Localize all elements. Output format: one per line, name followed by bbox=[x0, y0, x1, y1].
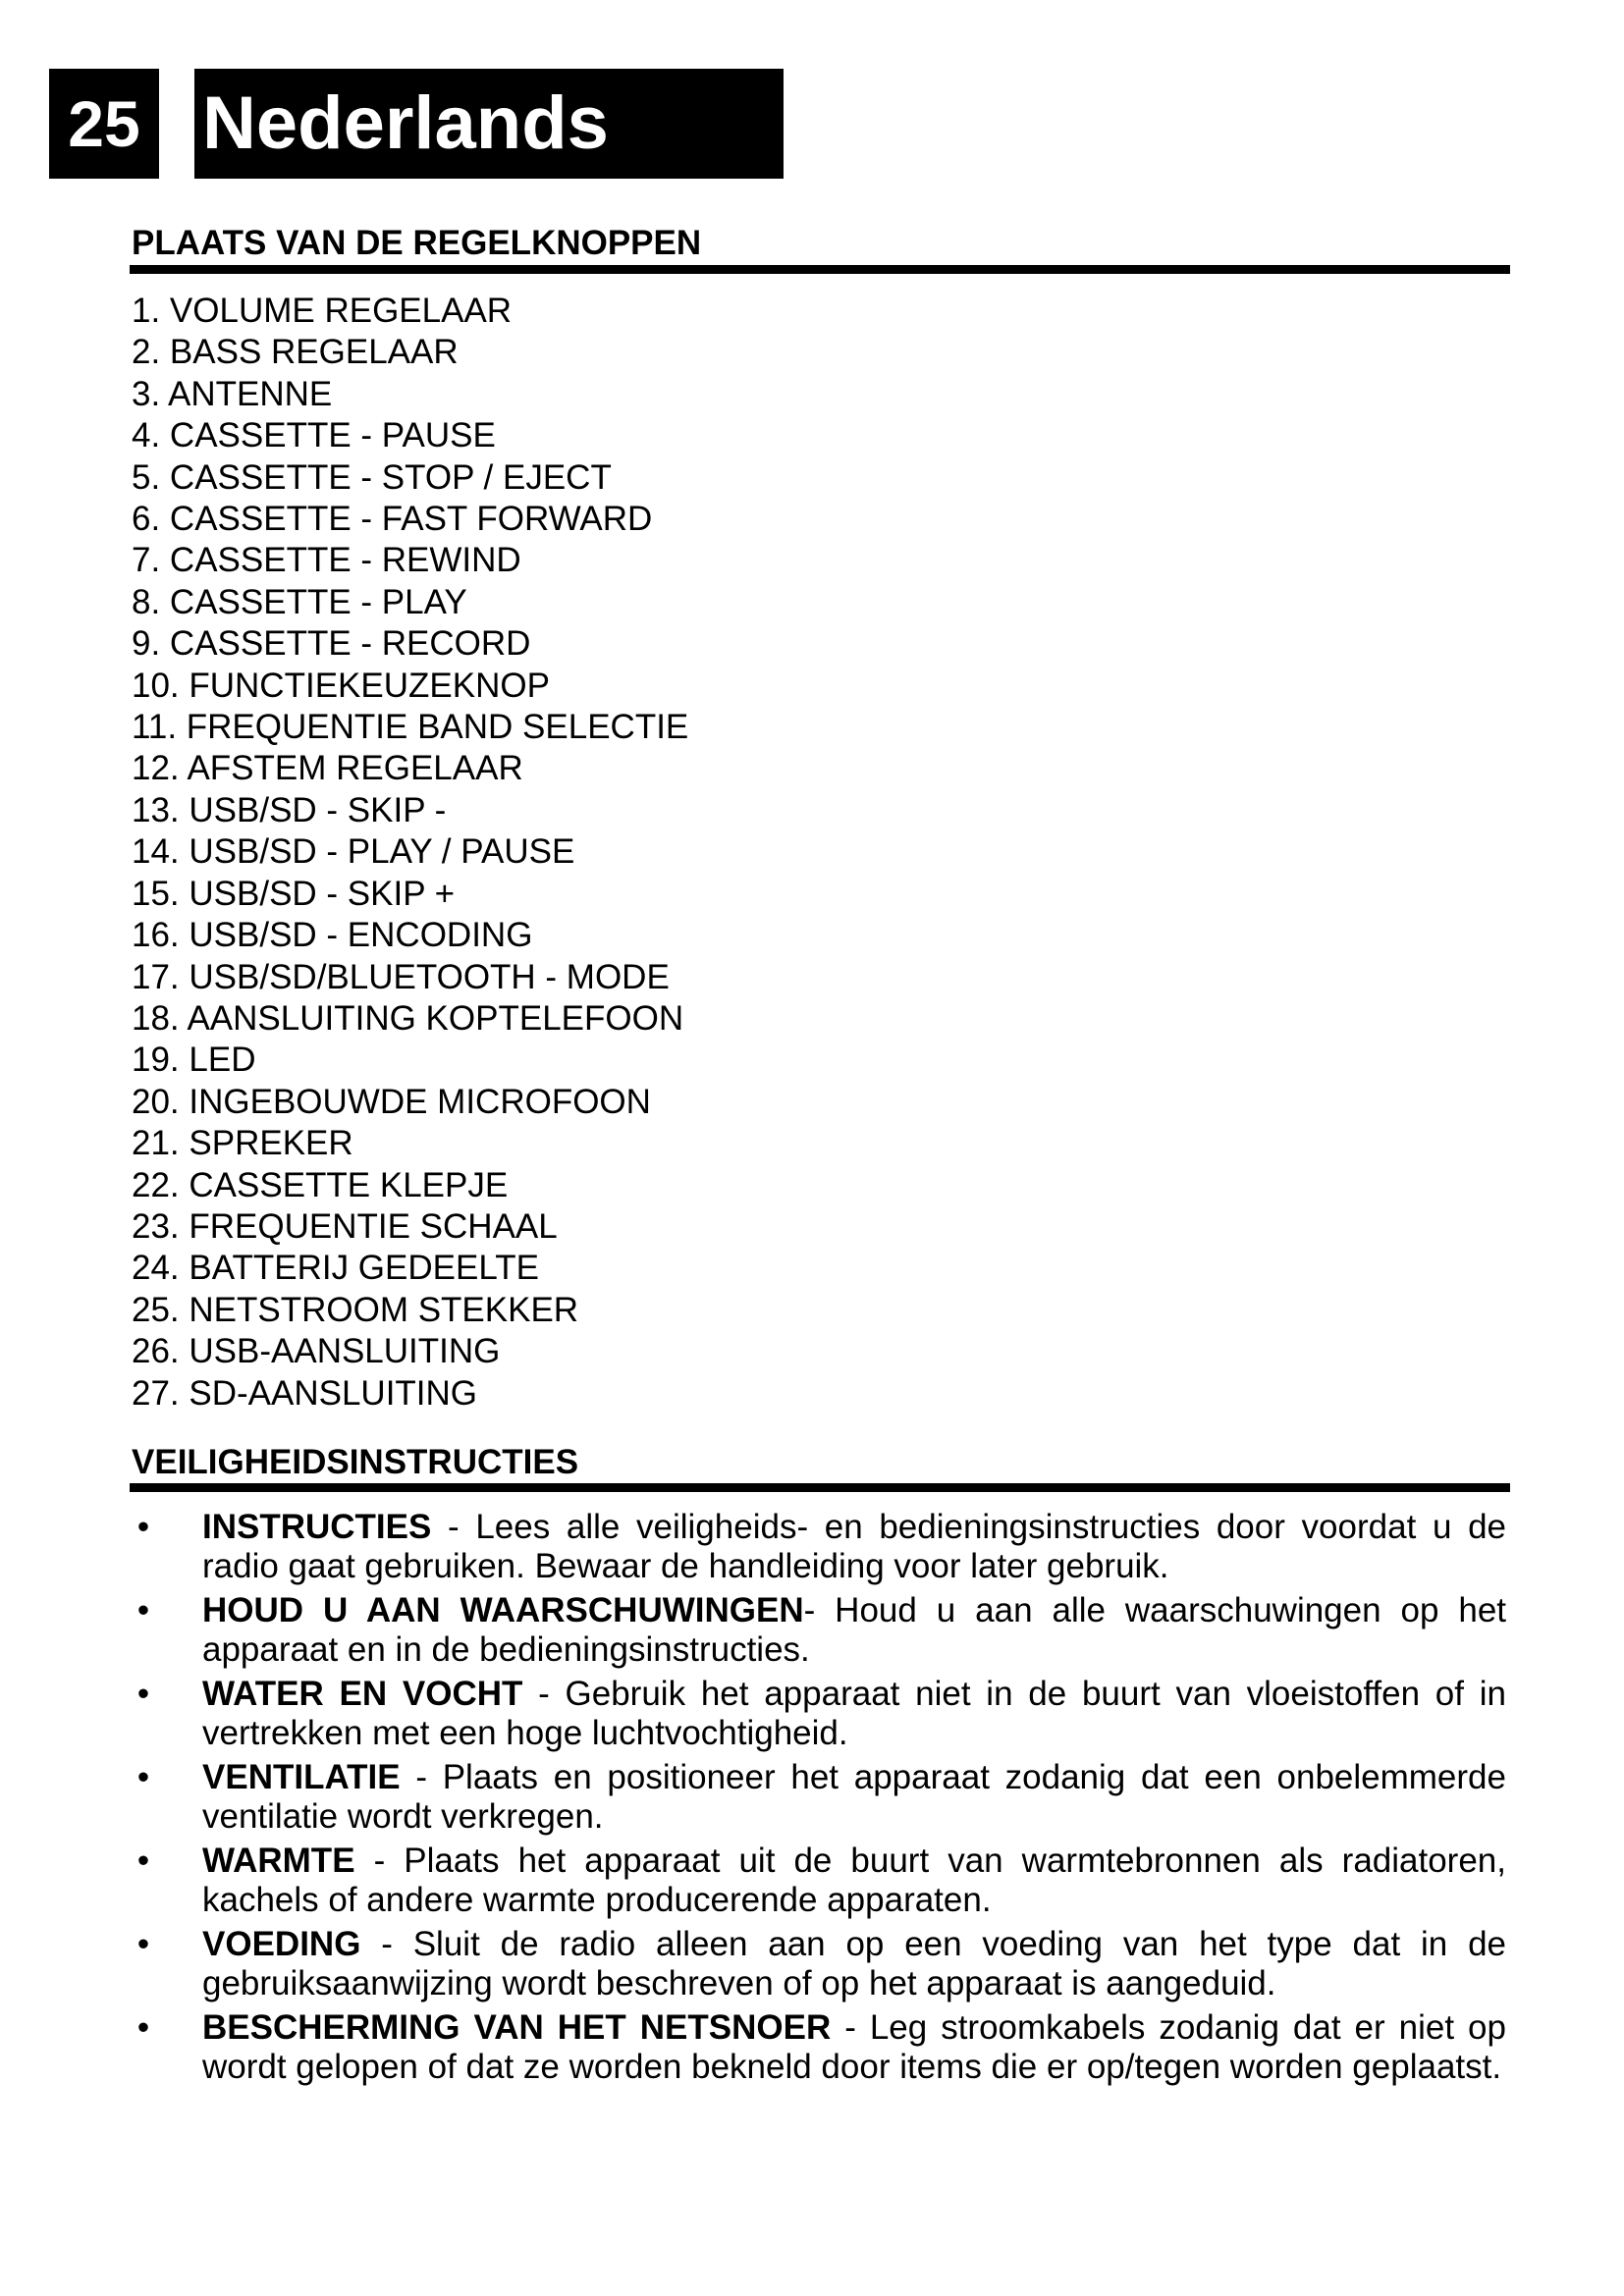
list-item: 17. USB/SD/BLUETOOTH - MODE bbox=[132, 957, 670, 996]
controls-list bbox=[132, 291, 688, 1415]
bullet-icon: • bbox=[136, 1508, 150, 1546]
list-item: 7. CASSETTE - REWIND bbox=[132, 541, 521, 580]
safety-item-term: HOUD U AAN WAARSCHUWINGEN bbox=[202, 1591, 804, 1629]
list-item: 26. USB-AANSLUITING bbox=[132, 1332, 501, 1371]
list-item: 14. USB/SD - PLAY / PAUSE bbox=[132, 832, 575, 872]
page-number-badge: 25 bbox=[49, 69, 159, 179]
safety-item-text: - Houd u aan alle waarschuwingen op het apparaat en in de bedieningsinstructies. bbox=[202, 1591, 1507, 1669]
safety-item-text: - Plaats en positioneer het apparaat zodanig dat een onbelemmerde ventilatie wordt verkregen. bbox=[202, 1758, 1506, 1836]
safety-item-term: BESCHERMING VAN HET NETSNOER bbox=[202, 2008, 832, 2047]
list-item: 6. CASSETTE - FAST FORWARD bbox=[132, 500, 653, 539]
list-item: 24. BATTERIJ GEDEELTE bbox=[132, 1249, 539, 1288]
safety-item-ventilatie bbox=[132, 1758, 1506, 1837]
safety-section-rule bbox=[130, 1483, 1510, 1492]
list-item: 2. BASS REGELAAR bbox=[132, 333, 459, 372]
safety-item-voeding bbox=[132, 1925, 1506, 2003]
list-item: 8. CASSETTE - PLAY bbox=[132, 582, 467, 621]
list-item: 15. USB/SD - SKIP + bbox=[132, 874, 456, 913]
list-item: 4. CASSETTE - PAUSE bbox=[132, 416, 496, 455]
controls-section-rule bbox=[130, 265, 1510, 274]
list-item: 5. CASSETTE - STOP / EJECT bbox=[132, 457, 612, 497]
list-item: 16. USB/SD - ENCODING bbox=[132, 916, 533, 955]
list-item: 18. AANSLUITING KOPTELEFOON bbox=[132, 998, 684, 1038]
list-item: 12. AFSTEM REGELAAR bbox=[132, 749, 523, 788]
list-item: 27. SD-AANSLUITING bbox=[132, 1373, 478, 1413]
safety-item-waarschuwingen bbox=[132, 1591, 1506, 1670]
list-item: 10. FUNCTIEKEUZEKNOP bbox=[132, 666, 550, 705]
bullet-icon: • bbox=[136, 1925, 150, 1963]
list-item: 23. FREQUENTIE SCHAAL bbox=[132, 1206, 558, 1246]
safety-instructions-list bbox=[132, 1508, 1506, 2092]
list-item: 22. CASSETTE KLEPJE bbox=[132, 1165, 509, 1204]
bullet-icon: • bbox=[136, 1842, 150, 1880]
safety-item-water-en-vocht bbox=[132, 1675, 1506, 1753]
safety-item-instructies bbox=[132, 1508, 1506, 1586]
list-item: 3. ANTENNE bbox=[132, 374, 333, 413]
list-item: 20. INGEBOUWDE MICROFOON bbox=[132, 1082, 651, 1121]
safety-item-text: - Sluit de radio alleen aan op een voeding van het type dat in de gebruiksaanwijzing wordt beschreven of op het apparaat is aangeduid. bbox=[202, 1925, 1506, 2002]
controls-section-title: PLAATS VAN DE REGELKNOPPEN bbox=[132, 224, 702, 262]
safety-item-term: INSTRUCTIES bbox=[202, 1508, 432, 1546]
bullet-icon: • bbox=[136, 1758, 150, 1796]
safety-item-term: WATER EN VOCHT bbox=[202, 1675, 523, 1713]
list-item: 21. SPREKER bbox=[132, 1124, 353, 1163]
safety-item-netsnoer bbox=[132, 2008, 1506, 2087]
safety-item-text: - Plaats het apparaat uit de buurt van warmtebronnen als radiatoren, kachels of andere warmte producerende apparaten. bbox=[202, 1842, 1506, 1919]
bullet-icon: • bbox=[136, 1675, 150, 1713]
safety-item-text: - Gebruik het apparaat niet in de buurt van vloeistoffen of in vertrekken met een hoge luchtvochtigheid. bbox=[202, 1675, 1506, 1752]
list-item: 13. USB/SD - SKIP - bbox=[132, 790, 447, 829]
language-title-banner: Nederlands bbox=[194, 69, 784, 179]
safety-item-term: WARMTE bbox=[202, 1842, 355, 1880]
safety-item-term: VENTILATIE bbox=[202, 1758, 401, 1796]
list-item: 1. VOLUME REGELAAR bbox=[132, 292, 513, 330]
safety-item-term: VOEDING bbox=[202, 1925, 361, 1963]
list-item: 25. NETSTROOM STEKKER bbox=[132, 1290, 579, 1329]
safety-item-warmte bbox=[132, 1842, 1506, 1920]
list-item: 9. CASSETTE - RECORD bbox=[132, 624, 531, 664]
list-item: 11. FREQUENTIE BAND SELECTIE bbox=[132, 708, 689, 747]
bullet-icon: • bbox=[136, 1591, 150, 1629]
list-item: 19. LED bbox=[132, 1041, 256, 1080]
bullet-icon: • bbox=[136, 2008, 150, 2047]
safety-item-text: - Leg stroomkabels zodanig dat er niet op wordt gelopen of dat ze worden bekneld door items die er op/tegen worden geplaatst. bbox=[202, 2008, 1506, 2086]
safety-section-title: VEILIGHEIDSINSTRUCTIES bbox=[132, 1443, 579, 1481]
safety-item-text: - Lees alle veiligheids- en bedieningsinstructies door voordat u de radio gaat gebruiken. Bewaar de handleiding voor later gebruik. bbox=[202, 1508, 1506, 1585]
